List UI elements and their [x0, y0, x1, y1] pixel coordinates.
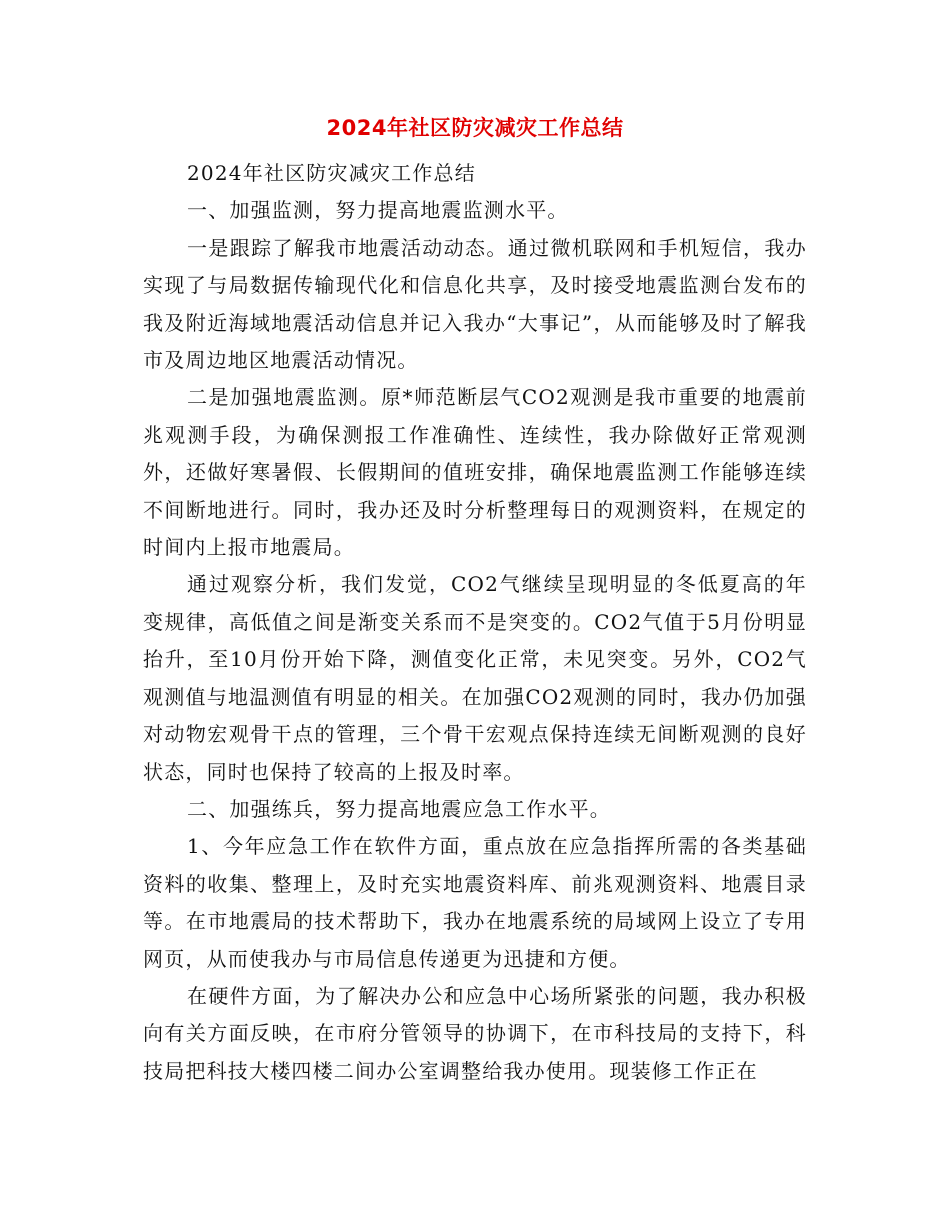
document-title: 2024年社区防灾减灾工作总结 [326, 116, 624, 140]
document-body [143, 155, 807, 1090]
paragraph: 通过观察分析，我们发觉，CO2气继续呈现明显的冬低夏高的年变规律，高低值之间是渐变关系而不是突变的。CO2气值于5月份明显抬升，至10月份开始下降，测值变化正常，未见突变。另外，CO2气观测值与地温测值有明显的相关。在加强CO2观测的同时，我办仍加强对动物宏观骨干点的管理，三个骨干宏观点保持连续无间断观测的良好状态，同时也保持了较高的上报及时率。 [143, 572, 807, 784]
paragraph: 在硬件方面，为了解决办公和应急中心场所紧张的问题，我办积极向有关方面反映，在市府分管领导的协调下，在市科技局的支持下，科技局把科技大楼四楼二间办公室调整给我办使用。现装修工作正在 [143, 983, 807, 1083]
paragraph: 一是跟踪了解我市地震活动动态。通过微机联网和手机短信，我办实现了与局数据传输现代化和信息化共享，及时接受地震监测台发布的我及附近海域地震活动信息并记入我办“大事记”，从而能够及时了解我市及周边地区地震活动情况。 [143, 235, 807, 373]
paragraph-subtitle: 2024年社区防灾减灾工作总结 [187, 161, 476, 185]
section-heading-emergency: 二、加强练兵，努力提高地震应急工作水平。 [187, 796, 611, 821]
paragraph: 二是加强地震监测。原*师范断层气CO2观测是我市重要的地震前兆观测手段，为确保测报工作准确性、连续性，我办除做好正常观测外，还做好寒暑假、长假期间的值班安排，确保地震监测工作能够连续不间断地进行。同时，我办还及时分析整理每日的观测资料，在规定的时间内上报市地震局。 [143, 385, 807, 560]
section-heading-monitoring: 一、加强监测，努力提高地震监测水平。 [187, 198, 569, 223]
paragraph: 1、今年应急工作在软件方面，重点放在应急指挥所需的各类基础资料的收集、整理上，及时充实地震资料库、前兆观测资料、地震目录等。在市地震局的技术帮助下，我办在地震系统的局域网上设立了专用网页，从而使我办与市局信息传递更为迅捷和方便。 [143, 834, 807, 971]
